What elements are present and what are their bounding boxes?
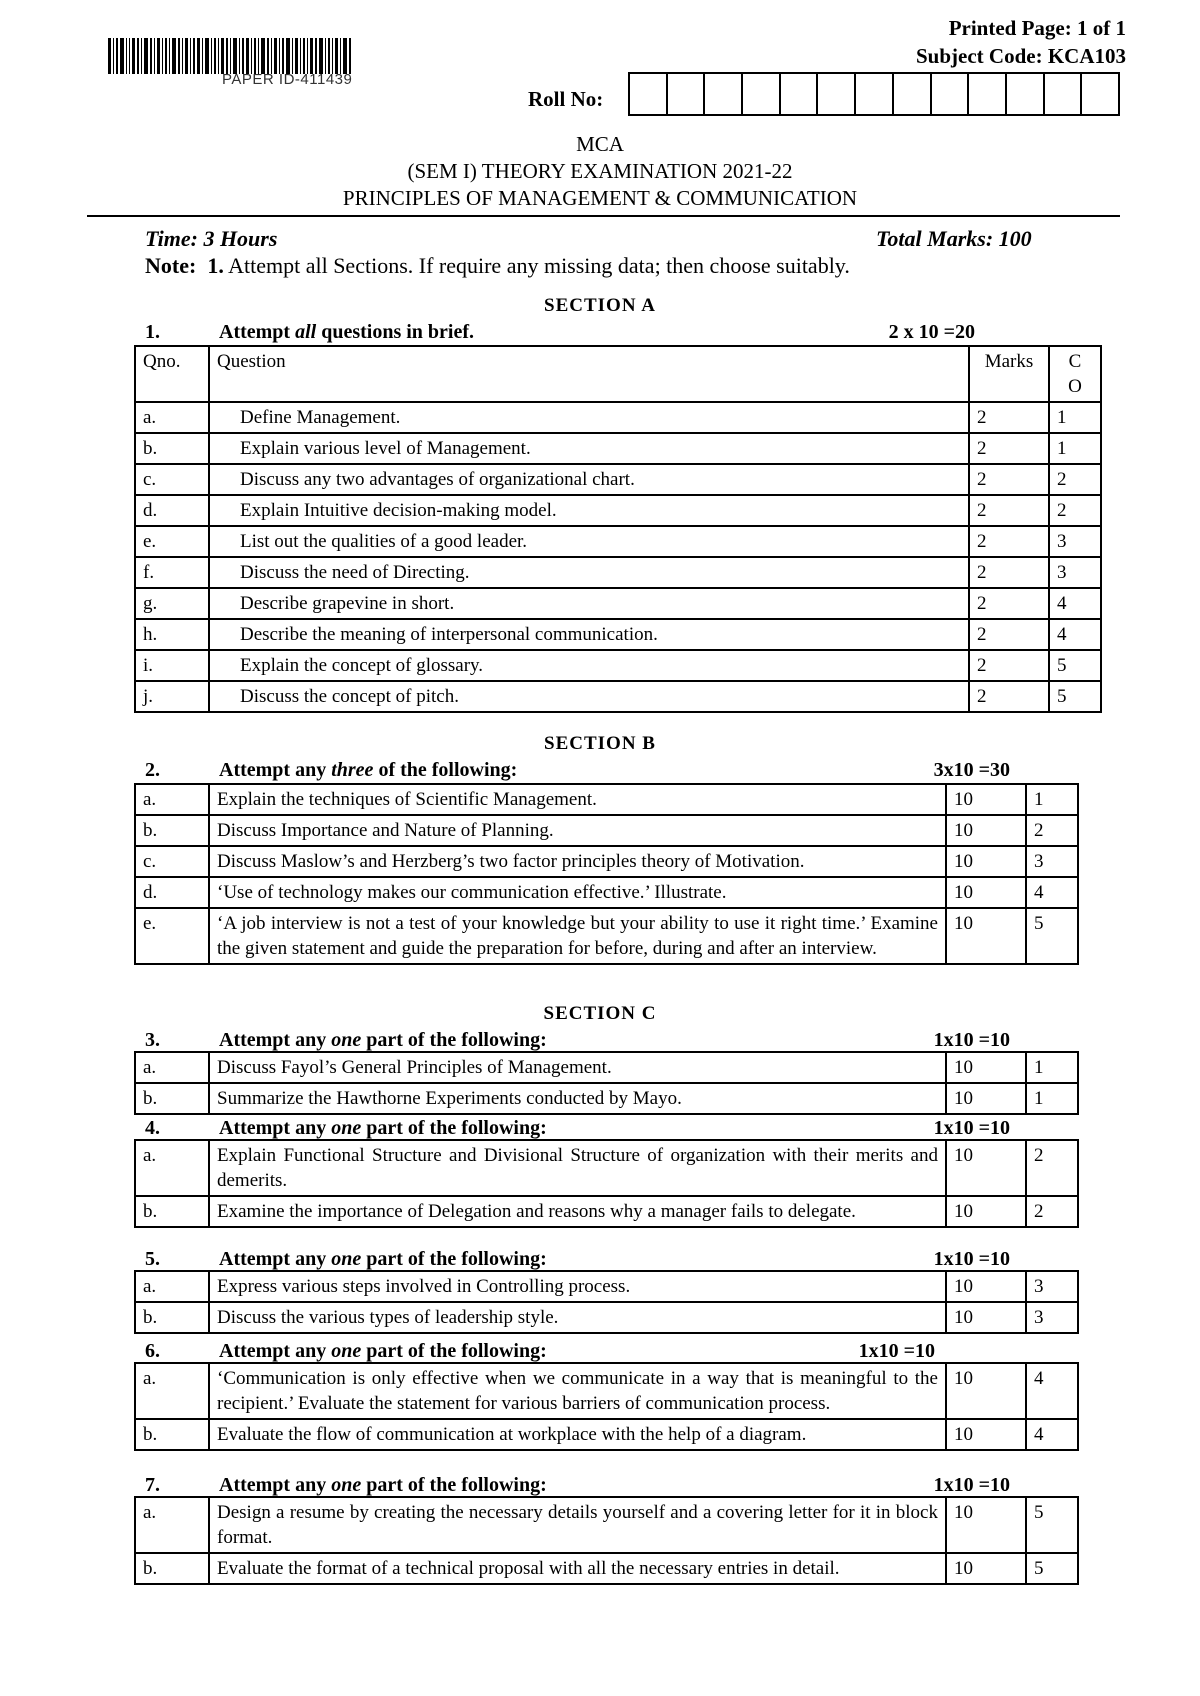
question-marks: 10	[946, 815, 1026, 846]
question-co: 5	[1026, 1553, 1078, 1584]
q1-heading	[145, 321, 1025, 343]
question-co: 2	[1049, 464, 1101, 495]
question-text: ‘A job interview is not a test of your knowledge but your ability to use it right time.’ Examine the given statement and guide the preparation for before, during and after an interview.	[209, 908, 946, 964]
q5-heading	[145, 1248, 1025, 1270]
question-text: Examine the importance of Delegation and reasons why a manager fails to delegate.	[209, 1196, 946, 1227]
q1-instruction: Attempt all questions in brief.	[219, 321, 475, 343]
question-number: 6.	[145, 1340, 160, 1362]
barcode	[108, 38, 468, 74]
section-c-table	[134, 1270, 1079, 1334]
table-row	[135, 588, 1101, 619]
question-marks: 2	[969, 557, 1049, 588]
question-text: Design a resume by creating the necessary details yourself and a covering letter for it in block format.	[209, 1497, 946, 1553]
q2-instruction: Attempt any three of the following:	[219, 759, 518, 781]
question-marks: 10	[946, 1196, 1026, 1227]
table-row	[135, 1140, 1078, 1196]
table-row	[135, 1419, 1078, 1450]
q4-heading	[145, 1117, 1025, 1139]
question-id: b.	[135, 815, 209, 846]
table-row	[135, 495, 1101, 526]
question-text: Discuss Fayol’s General Principles of Management.	[209, 1052, 946, 1083]
question-co: 3	[1026, 846, 1078, 877]
question-marks: 10	[946, 784, 1026, 815]
question-text: Evaluate the format of a technical proposal with all the necessary entries in detail.	[209, 1553, 946, 1584]
table-row	[135, 464, 1101, 495]
question-marks-total: 1x10 =10	[933, 1029, 1010, 1051]
section-a-title: SECTION A	[544, 295, 656, 316]
table-row	[135, 1302, 1078, 1333]
table-row	[135, 815, 1078, 846]
question-text: Describe the meaning of interpersonal communication.	[209, 619, 969, 650]
q1-number: 1.	[145, 321, 160, 343]
section-c-title: SECTION C	[543, 1003, 657, 1024]
table-row	[135, 784, 1078, 815]
q7-heading	[145, 1474, 1025, 1496]
question-text: Discuss Importance and Nature of Planning.	[209, 815, 946, 846]
note-text: Attempt all Sections. If require any missing data; then choose suitably.	[228, 253, 850, 278]
question-marks: 10	[946, 1052, 1026, 1083]
question-marks-total: 1x10 =10	[858, 1340, 935, 1362]
question-instruction: Attempt any one part of the following:	[219, 1117, 547, 1139]
table-row	[135, 1083, 1078, 1114]
question-marks: 10	[946, 1419, 1026, 1450]
question-id: b.	[135, 1553, 209, 1584]
section-a-table	[134, 345, 1102, 713]
question-co: 1	[1026, 1052, 1078, 1083]
question-id: b.	[135, 1196, 209, 1227]
question-id: a.	[135, 784, 209, 815]
question-marks: 2	[969, 464, 1049, 495]
question-instruction: Attempt any one part of the following:	[219, 1029, 547, 1051]
table-row	[135, 1553, 1078, 1584]
table-row	[135, 846, 1078, 877]
question-marks-total: 1x10 =10	[933, 1117, 1010, 1139]
question-text: Explain various level of Management.	[209, 433, 969, 464]
question-marks: 2	[969, 433, 1049, 464]
table-row	[135, 1497, 1078, 1553]
question-instruction: Attempt any one part of the following:	[219, 1474, 547, 1496]
question-marks: 10	[946, 877, 1026, 908]
subject-title: PRINCIPLES OF MANAGEMENT & COMMUNICATION	[342, 186, 858, 210]
section-c-table	[134, 1496, 1079, 1585]
q2-heading	[145, 759, 1025, 781]
q2-number: 2.	[145, 759, 160, 781]
question-text: Explain the concept of glossary.	[209, 650, 969, 681]
table-row	[135, 619, 1101, 650]
question-co: 4	[1049, 619, 1101, 650]
question-id: a.	[135, 1363, 209, 1419]
roll-no-label: Roll No:	[528, 87, 604, 111]
header-divider	[87, 215, 1120, 217]
question-text: Describe grapevine in short.	[209, 588, 969, 619]
question-instruction: Attempt any one part of the following:	[219, 1340, 547, 1362]
question-marks: 2	[969, 619, 1049, 650]
question-id: a.	[135, 1497, 209, 1553]
table-row	[135, 681, 1101, 712]
col-marks: Marks	[969, 346, 1049, 402]
question-id: c.	[135, 846, 209, 877]
question-text: ‘Use of technology makes our communication effective.’ Illustrate.	[209, 877, 946, 908]
question-co: 4	[1026, 877, 1078, 908]
question-marks: 10	[946, 1497, 1026, 1553]
table-row	[135, 1271, 1078, 1302]
table-row	[135, 526, 1101, 557]
question-co: 3	[1026, 1302, 1078, 1333]
question-number: 3.	[145, 1029, 160, 1051]
question-co: 3	[1049, 526, 1101, 557]
question-id: a.	[135, 1052, 209, 1083]
question-text: Discuss the need of Directing.	[209, 557, 969, 588]
printed-page: Printed Page: 1 of 1	[948, 16, 1126, 40]
question-text: Discuss the concept of pitch.	[209, 681, 969, 712]
total-marks: Total Marks: 100	[876, 226, 1032, 251]
table-row	[135, 1052, 1078, 1083]
section-b-title: SECTION B	[544, 733, 656, 754]
question-marks: 10	[946, 1083, 1026, 1114]
question-id: a.	[135, 402, 209, 433]
table-row	[135, 1196, 1078, 1227]
question-marks: 2	[969, 402, 1049, 433]
question-text: Summarize the Hawthorne Experiments conducted by Mayo.	[209, 1083, 946, 1114]
question-id: b.	[135, 1083, 209, 1114]
question-co: 4	[1049, 588, 1101, 619]
question-marks-total: 1x10 =10	[933, 1248, 1010, 1270]
question-text: Discuss Maslow’s and Herzberg’s two factor principles theory of Motivation.	[209, 846, 946, 877]
q6-heading	[145, 1340, 1025, 1362]
section-c-table	[134, 1139, 1079, 1228]
question-marks: 10	[946, 1363, 1026, 1419]
roll-no-boxes[interactable]	[628, 72, 1120, 116]
question-marks: 10	[946, 846, 1026, 877]
question-text: Express various steps involved in Controlling process.	[209, 1271, 946, 1302]
question-instruction: Attempt any one part of the following:	[219, 1248, 547, 1270]
question-marks: 10	[946, 1553, 1026, 1584]
question-text: List out the qualities of a good leader.	[209, 526, 969, 557]
table-row	[135, 908, 1078, 964]
question-id: a.	[135, 1271, 209, 1302]
time: Time: 3 Hours	[145, 226, 278, 251]
question-id: c.	[135, 464, 209, 495]
question-text: Define Management.	[209, 402, 969, 433]
col-question: Question	[209, 346, 969, 402]
question-id: e.	[135, 526, 209, 557]
subject-code: Subject Code: KCA103	[916, 44, 1126, 68]
table-row	[135, 650, 1101, 681]
table-row	[135, 402, 1101, 433]
question-text: ‘Communication is only effective when we communicate in a way that is meaningful to the recipient.’ Evaluate the statement for various barriers of communication process.	[209, 1363, 946, 1419]
question-co: 1	[1049, 433, 1101, 464]
question-text: Evaluate the flow of communication at workplace with the help of a diagram.	[209, 1419, 946, 1450]
question-co: 4	[1026, 1419, 1078, 1450]
question-co: 1	[1026, 784, 1078, 815]
note-num: 1.	[207, 253, 224, 278]
question-marks: 2	[969, 588, 1049, 619]
question-id: d.	[135, 495, 209, 526]
question-co: 1	[1026, 1083, 1078, 1114]
question-marks: 10	[946, 1140, 1026, 1196]
question-co: 3	[1026, 1271, 1078, 1302]
section-c-table	[134, 1362, 1079, 1451]
q3-heading	[145, 1029, 1025, 1051]
question-marks: 2	[969, 681, 1049, 712]
note-label: Note:	[145, 253, 197, 278]
table-row	[135, 557, 1101, 588]
question-marks: 10	[946, 1302, 1026, 1333]
question-text: Discuss any two advantages of organizational chart.	[209, 464, 969, 495]
question-marks: 2	[969, 650, 1049, 681]
exam-title: (SEM I) THEORY EXAMINATION 2021-22	[407, 159, 793, 183]
question-id: f.	[135, 557, 209, 588]
question-id: a.	[135, 1140, 209, 1196]
question-id: g.	[135, 588, 209, 619]
question-id: e.	[135, 908, 209, 964]
question-marks: 10	[946, 1271, 1026, 1302]
program: MCA	[576, 132, 624, 156]
question-marks-total: 1x10 =10	[933, 1474, 1010, 1496]
table-row	[135, 1363, 1078, 1419]
table-header-row	[135, 346, 1101, 402]
note	[145, 253, 850, 279]
question-co: 2	[1026, 1140, 1078, 1196]
question-co: 5	[1026, 1497, 1078, 1553]
question-text: Explain Functional Structure and Divisional Structure of organization with their merits and demerits.	[209, 1140, 946, 1196]
paper-id: PAPER ID-411439	[222, 71, 353, 88]
question-co: 5	[1049, 650, 1101, 681]
question-co: 2	[1049, 495, 1101, 526]
question-id: b.	[135, 1419, 209, 1450]
question-number: 7.	[145, 1474, 160, 1496]
question-id: h.	[135, 619, 209, 650]
question-id: i.	[135, 650, 209, 681]
col-qno: Qno.	[135, 346, 209, 402]
table-row	[135, 433, 1101, 464]
question-co: 1	[1049, 402, 1101, 433]
q1-marks: 2 x 10 =20	[888, 321, 975, 343]
question-id: b.	[135, 433, 209, 464]
question-marks: 2	[969, 526, 1049, 557]
question-number: 5.	[145, 1248, 160, 1270]
question-text: Explain the techniques of Scientific Management.	[209, 784, 946, 815]
question-co: 5	[1026, 908, 1078, 964]
question-number: 4.	[145, 1117, 160, 1139]
col-co: C O	[1049, 346, 1101, 402]
table-row	[135, 877, 1078, 908]
question-id: b.	[135, 1302, 209, 1333]
question-co: 4	[1026, 1363, 1078, 1419]
question-id: j.	[135, 681, 209, 712]
section-b-table	[134, 783, 1079, 965]
question-co: 3	[1049, 557, 1101, 588]
question-id: d.	[135, 877, 209, 908]
question-co: 5	[1049, 681, 1101, 712]
section-c-table	[134, 1051, 1079, 1115]
question-marks: 2	[969, 495, 1049, 526]
question-text: Discuss the various types of leadership style.	[209, 1302, 946, 1333]
question-co: 2	[1026, 1196, 1078, 1227]
question-text: Explain Intuitive decision-making model.	[209, 495, 969, 526]
question-marks: 10	[946, 908, 1026, 964]
q2-marks: 3x10 =30	[933, 759, 1010, 781]
question-co: 2	[1026, 815, 1078, 846]
